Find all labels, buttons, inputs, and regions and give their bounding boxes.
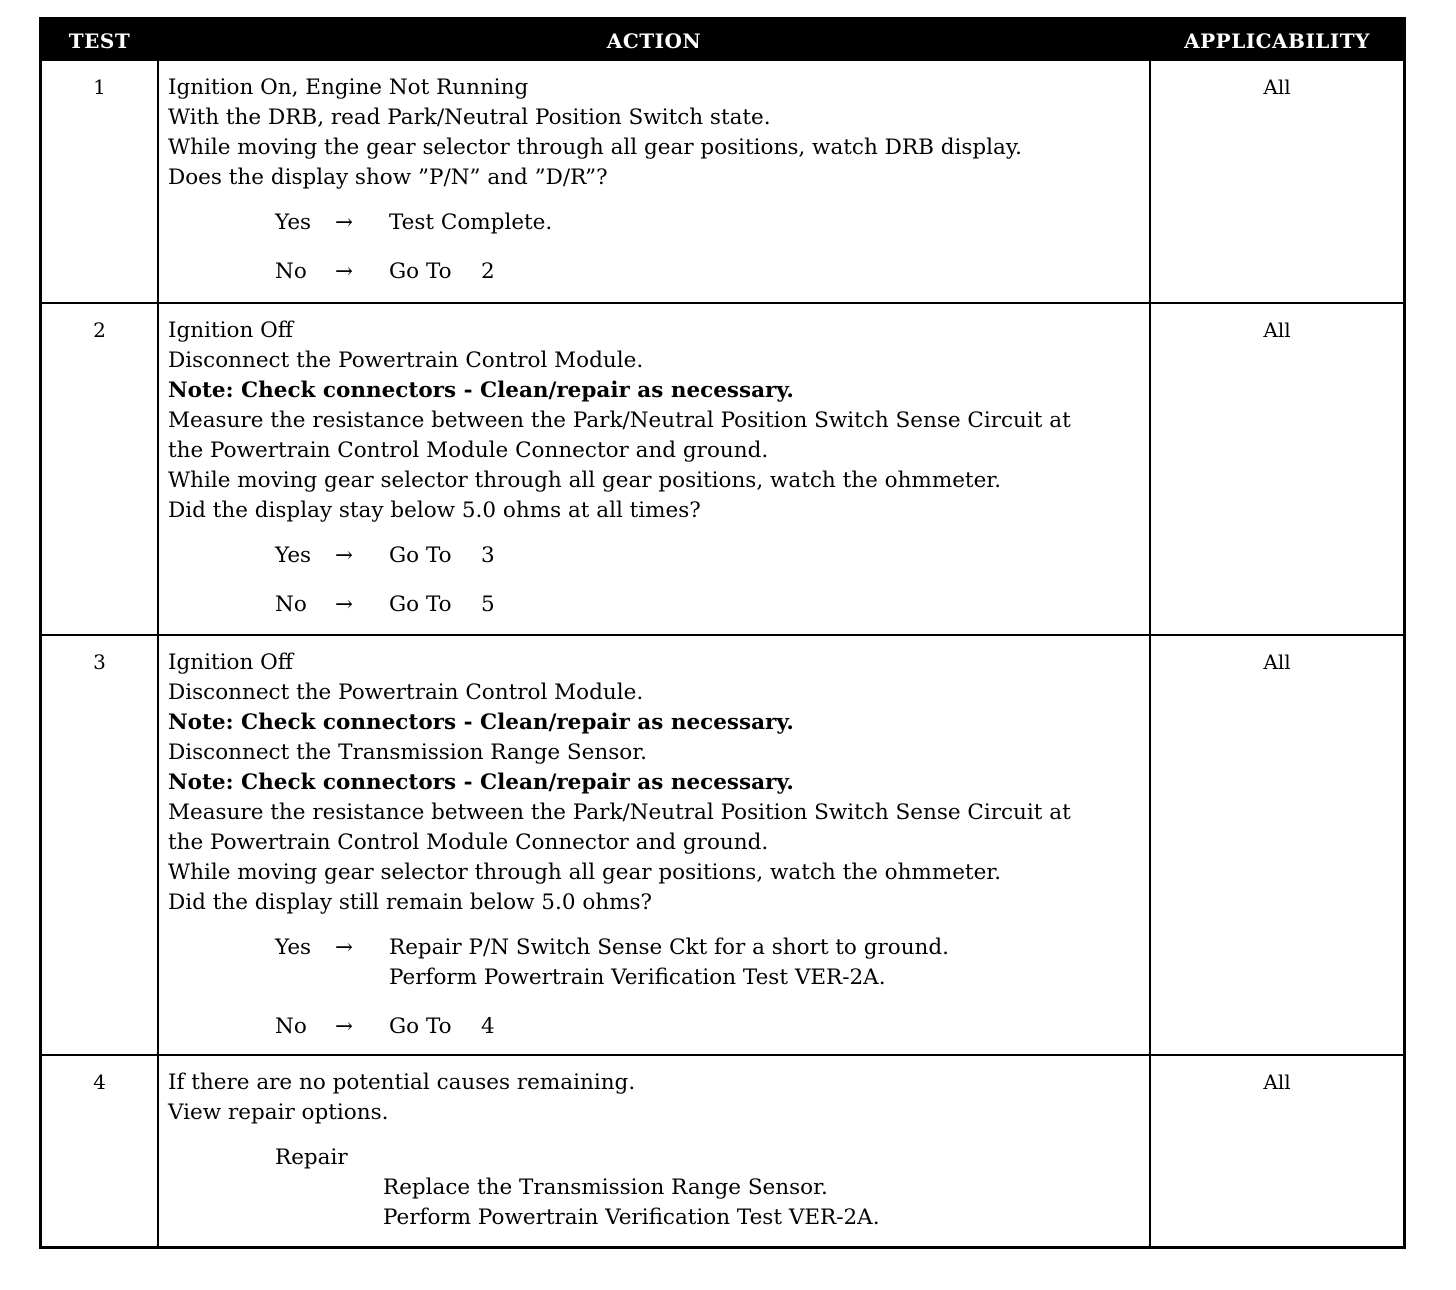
- action-cell: [159, 61, 1151, 302]
- repair-items: [383, 1173, 1149, 1233]
- goto-target: 3: [481, 543, 495, 568]
- action-line: Disconnect the Powertrain Control Module.: [168, 348, 644, 373]
- action-cell: [159, 1056, 1151, 1246]
- action-line: Disconnect the Powertrain Control Module.: [168, 680, 644, 705]
- no-result: [389, 257, 495, 287]
- yes-result: [389, 541, 495, 571]
- table-row: [42, 61, 1403, 302]
- no-result: [389, 1012, 495, 1042]
- arrow-icon: →: [335, 1014, 354, 1039]
- arrow-icon: →: [335, 210, 354, 235]
- yes-label: Yes: [275, 210, 312, 235]
- goto-label: Go To: [389, 1014, 452, 1039]
- note-line: Note: Check connectors - Clean/repair as necessary.: [168, 710, 794, 735]
- action-line: Measure the resistance between the Park/Neutral Position Switch Sense Circuit at: [168, 800, 1071, 825]
- test-number: 1: [42, 61, 159, 302]
- yes-result: Test Complete.: [389, 210, 553, 235]
- action-line: Ignition On, Engine Not Running: [168, 75, 529, 100]
- header-applicability: APPLICABILITY: [1184, 28, 1370, 53]
- action-cell: [159, 636, 1151, 1054]
- goto-target: 2: [481, 259, 495, 284]
- action-line: Ignition Off: [168, 650, 294, 675]
- action-line: the Powertrain Control Module Connector and ground.: [168, 438, 769, 463]
- no-label: No: [275, 259, 307, 284]
- table-header: [42, 20, 1403, 61]
- yes-option: [275, 208, 1149, 238]
- yes-result: [389, 933, 949, 993]
- no-result: [389, 590, 495, 620]
- note-line: Note: Check connectors - Clean/repair as necessary.: [168, 378, 794, 403]
- no-label: No: [275, 592, 307, 617]
- test-number: 4: [42, 1056, 159, 1246]
- action-cell: [159, 304, 1151, 634]
- action-line: Does the display show ”P/N” and ”D/R”?: [168, 165, 608, 190]
- test-number: 2: [42, 304, 159, 634]
- applicability-cell: All: [1263, 650, 1291, 674]
- action-line: Disconnect the Transmission Range Sensor.: [168, 740, 647, 765]
- arrow-icon: →: [335, 935, 354, 960]
- table-row: [42, 634, 1403, 1054]
- goto-target: 4: [481, 1014, 495, 1039]
- arrow-icon: →: [335, 259, 354, 284]
- goto-label: Go To: [389, 592, 452, 617]
- diagnostic-table: [39, 17, 1406, 1249]
- header-test: TEST: [42, 20, 159, 61]
- repair-label: Repair: [275, 1145, 348, 1170]
- yes-label: Yes: [275, 935, 312, 960]
- action-line: While moving gear selector through all gear positions, watch the ohmmeter.: [168, 468, 1002, 493]
- table-row: [42, 302, 1403, 634]
- yes-option: [275, 541, 1149, 571]
- result-options: [275, 933, 1149, 1042]
- action-line: Measure the resistance between the Park/Neutral Position Switch Sense Circuit at: [168, 408, 1071, 433]
- arrow-icon: →: [335, 543, 354, 568]
- applicability-cell: All: [1263, 75, 1291, 99]
- repair-item: Replace the Transmission Range Sensor.: [383, 1175, 828, 1200]
- action-line: While moving the gear selector through all gear positions, watch DRB display.: [168, 135, 1022, 160]
- no-option: [275, 257, 1149, 287]
- repair-options: [275, 1143, 1149, 1233]
- result-options: [275, 208, 1149, 287]
- yes-label: Yes: [275, 543, 312, 568]
- action-line: Did the display still remain below 5.0 ohms?: [168, 890, 653, 915]
- applicability-cell: All: [1263, 1070, 1291, 1094]
- repair-item: Perform Powertrain Verification Test VER-2A.: [383, 1205, 880, 1230]
- applicability-cell: All: [1263, 318, 1291, 342]
- test-number: 3: [42, 636, 159, 1054]
- action-line: Ignition Off: [168, 318, 294, 343]
- action-line: View repair options.: [168, 1100, 389, 1125]
- action-line: the Powertrain Control Module Connector and ground.: [168, 830, 769, 855]
- goto-label: Go To: [389, 543, 452, 568]
- action-line: While moving gear selector through all gear positions, watch the ohmmeter.: [168, 860, 1002, 885]
- goto-label: Go To: [389, 259, 452, 284]
- header-action: ACTION: [159, 20, 1151, 61]
- action-line: With the DRB, read Park/Neutral Position Switch state.: [168, 105, 771, 130]
- no-label: No: [275, 1014, 307, 1039]
- goto-target: 5: [481, 592, 495, 617]
- yes-option: [275, 933, 1149, 993]
- action-line: If there are no potential causes remaining.: [168, 1070, 636, 1095]
- yes-result-line: Repair P/N Switch Sense Ckt for a short to ground.: [389, 935, 949, 960]
- note-line: Note: Check connectors - Clean/repair as necessary.: [168, 770, 794, 795]
- no-option: [275, 590, 1149, 620]
- no-option: [275, 1012, 1149, 1042]
- result-options: [275, 541, 1149, 620]
- table-row: [42, 1054, 1403, 1246]
- action-line: Did the display stay below 5.0 ohms at all times?: [168, 498, 701, 523]
- yes-result-line: Perform Powertrain Verification Test VER-2A.: [389, 965, 886, 990]
- arrow-icon: →: [335, 592, 354, 617]
